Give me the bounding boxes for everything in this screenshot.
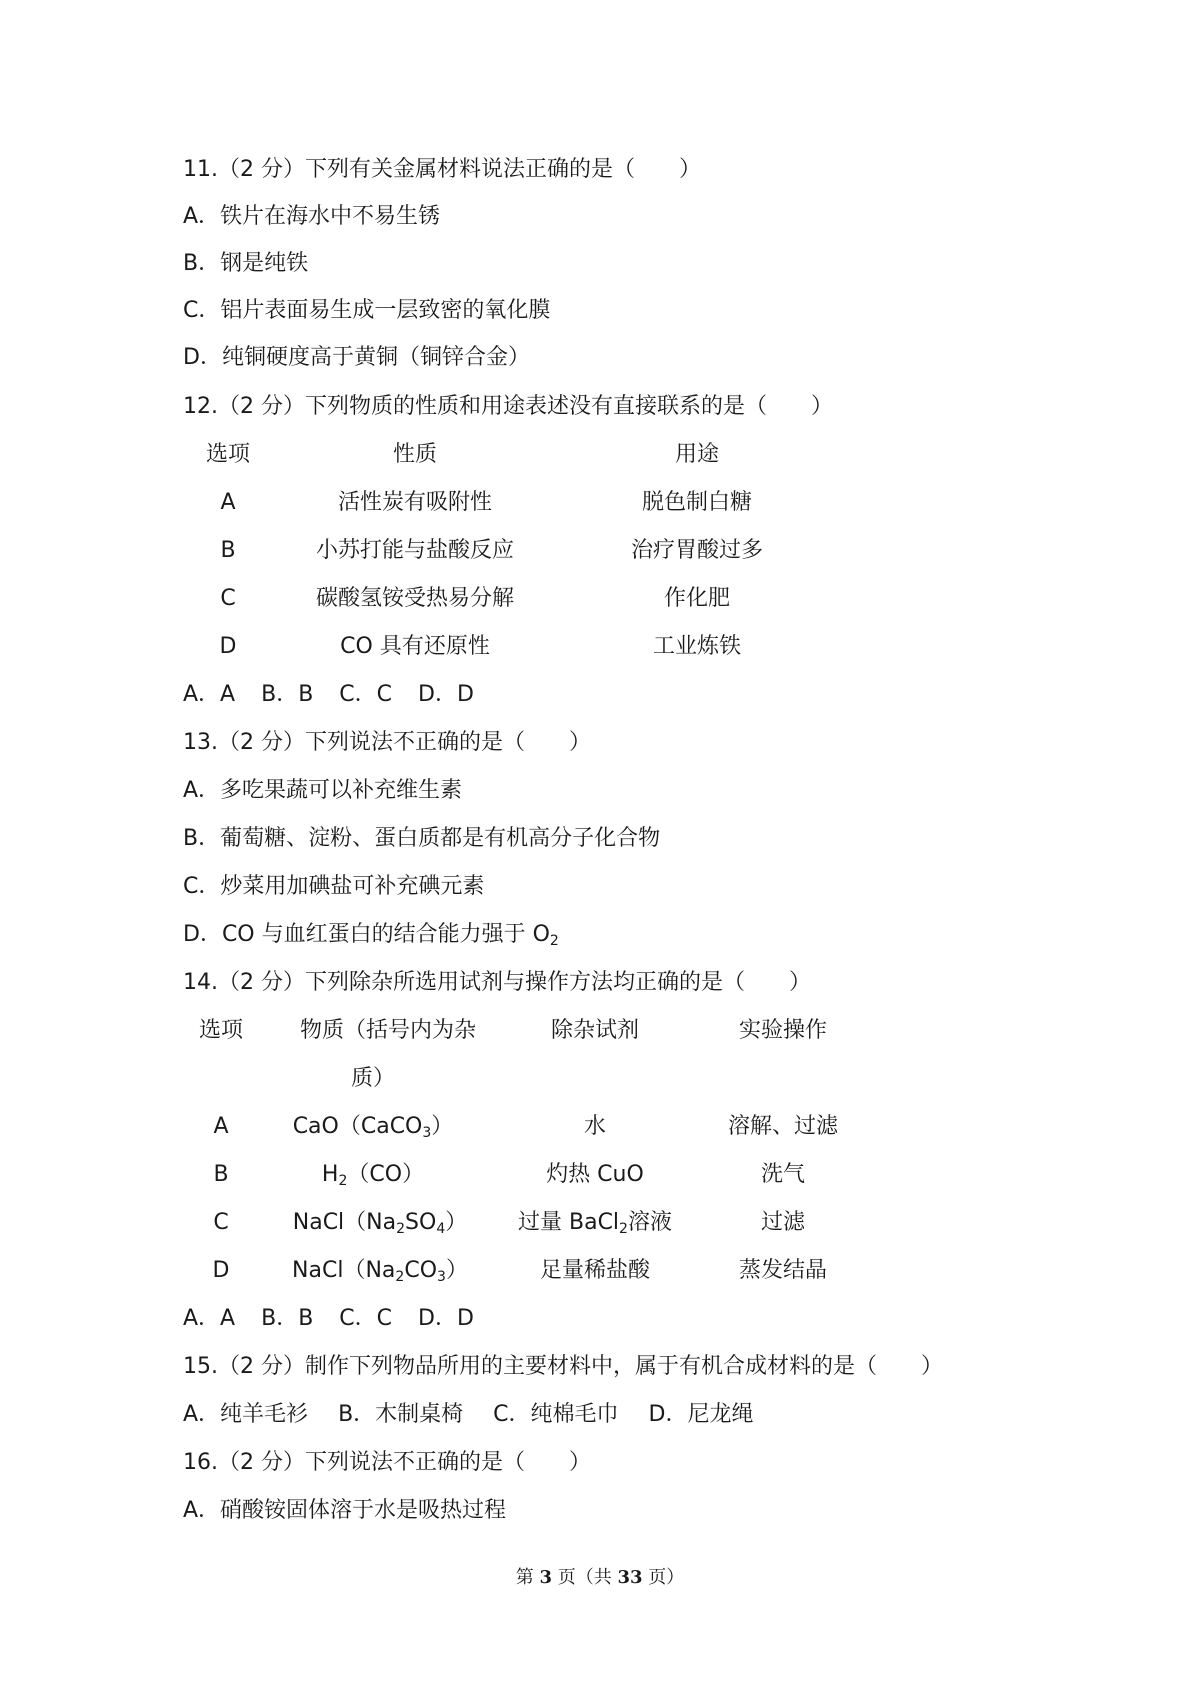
q14-row-b-reagent: 灼热 CuO bbox=[546, 1162, 644, 1187]
q13-option-a: A．多吃果蔬可以补充维生素 bbox=[183, 778, 463, 803]
q12-row-d-key: D bbox=[219, 634, 237, 659]
q12-row-a-use: 脱色制白糖 bbox=[641, 490, 753, 515]
q12-row-d-property: CO 具有还原性 bbox=[340, 634, 490, 659]
q12-row-a-property: 活性炭有吸附性 bbox=[337, 490, 493, 515]
q14-options bbox=[183, 1304, 500, 1334]
q12-row-c-use: 作化肥 bbox=[663, 586, 731, 611]
q14-option-d: D．D bbox=[418, 1306, 474, 1331]
q14-row-b-operation: 洗气 bbox=[760, 1162, 806, 1187]
q14-row-c-operation: 过滤 bbox=[760, 1210, 806, 1235]
q14-row-c-substance: $NaCl(Na_2SO_4)$ bbox=[292, 1210, 468, 1237]
q14-row-c-key: C bbox=[213, 1210, 229, 1235]
q13-stem: 13.（2 分）下列说法不正确的是（ ） bbox=[183, 730, 591, 755]
q14-header-operation: 实验操作 bbox=[738, 1018, 828, 1043]
q12-header-option: 选项 bbox=[205, 442, 251, 467]
q15-options bbox=[183, 1400, 783, 1430]
q12-options bbox=[183, 680, 500, 710]
q15-option-b: B．木制桌椅 bbox=[338, 1402, 464, 1427]
q12-row-b-property: 小苏打能与盐酸反应 bbox=[315, 538, 515, 563]
q13-option-d: D．CO 与血红蛋白的结合能力强于 $O_2$ bbox=[183, 922, 559, 949]
q15-option-a: A．纯羊毛衫 bbox=[183, 1402, 309, 1427]
q14-option-b: B．B bbox=[261, 1306, 314, 1331]
q15-option-d: D．尼龙绳 bbox=[648, 1402, 754, 1427]
q11-option-c: C．铝片表面易生成一层致密的氧化膜 bbox=[183, 298, 551, 323]
q14-header-reagent: 除杂试剂 bbox=[550, 1018, 640, 1043]
q14-row-a-substance: CaO（CaCO$_3$） bbox=[292, 1114, 454, 1141]
q14-row-b-substance: $H_2(CO)$ bbox=[321, 1162, 425, 1189]
q12-option-c: C．C bbox=[339, 682, 393, 707]
q12-row-c-key: C bbox=[220, 586, 236, 611]
q11-stem: 11.（2 分）下列有关金属材料说法正确的是（ ） bbox=[183, 157, 701, 182]
q14-option-a: A．A bbox=[183, 1306, 236, 1331]
q12-row-b-key: B bbox=[220, 538, 236, 563]
q15-stem: 15.（2 分）制作下列物品所用的主要材料中，属于有机合成材料的是（ ） bbox=[183, 1354, 943, 1379]
q14-header-substance-cont: 质） bbox=[350, 1066, 396, 1091]
q12-header-use: 用途 bbox=[674, 442, 720, 467]
q12-option-b: B．B bbox=[261, 682, 314, 707]
q11-option-b: B．钢是纯铁 bbox=[183, 251, 309, 276]
q14-row-b-key: B bbox=[213, 1162, 229, 1187]
q16-option-a: A．硝酸铵固体溶于水是吸热过程 bbox=[183, 1498, 507, 1523]
q14-stem: 14.（2 分）下列除杂所选用试剂与操作方法均正确的是（ ） bbox=[183, 970, 811, 995]
q12-header-property: 性质 bbox=[392, 442, 438, 467]
q11-option-d: D．纯铜硬度高于黄铜（铜锌合金） bbox=[183, 345, 530, 370]
q12-option-a: A．A bbox=[183, 682, 236, 707]
q14-option-c: C．C bbox=[339, 1306, 393, 1331]
q14-header-option: 选项 bbox=[198, 1018, 244, 1043]
q14-row-d-reagent: 足量稀盐酸 bbox=[539, 1258, 651, 1283]
q12-row-d-use: 工业炼铁 bbox=[652, 634, 742, 659]
q14-row-c-reagent: 过量 BaCl$_2$溶液 bbox=[518, 1210, 672, 1237]
q12-row-c-property: 碳酸氢铵受热易分解 bbox=[315, 586, 515, 611]
q12-row-a-key: A bbox=[220, 490, 236, 515]
q14-header-substance: 物质（括号内为杂 bbox=[299, 1018, 477, 1043]
q11-option-a: A．铁片在海水中不易生锈 bbox=[183, 204, 441, 229]
q12-stem: 12.（2 分）下列物质的性质和用途表述没有直接联系的是（ ） bbox=[183, 394, 833, 419]
q14-row-d-operation: 蒸发结晶 bbox=[738, 1258, 828, 1283]
page-footer: 第 3 页（共 33 页） bbox=[515, 1567, 685, 1588]
q13-option-c: C．炒菜用加碘盐可补充碘元素 bbox=[183, 874, 485, 899]
q14-row-d-substance: $NaCl(Na_2CO_3)$ bbox=[292, 1258, 468, 1285]
q12-row-b-use: 治疗胃酸过多 bbox=[630, 538, 764, 563]
q12-option-d: D．D bbox=[418, 682, 474, 707]
q14-row-a-key: A bbox=[213, 1114, 229, 1139]
q14-row-d-key: D bbox=[212, 1258, 230, 1283]
q14-row-a-operation: 溶解、过滤 bbox=[727, 1114, 839, 1139]
q13-option-b: B．葡萄糖、淀粉、蛋白质都是有机高分子化合物 bbox=[183, 826, 661, 851]
q15-option-c: C．纯棉毛巾 bbox=[493, 1402, 619, 1427]
q16-stem: 16.（2 分）下列说法不正确的是（ ） bbox=[183, 1450, 591, 1475]
q14-row-a-reagent: 水 bbox=[583, 1114, 607, 1139]
